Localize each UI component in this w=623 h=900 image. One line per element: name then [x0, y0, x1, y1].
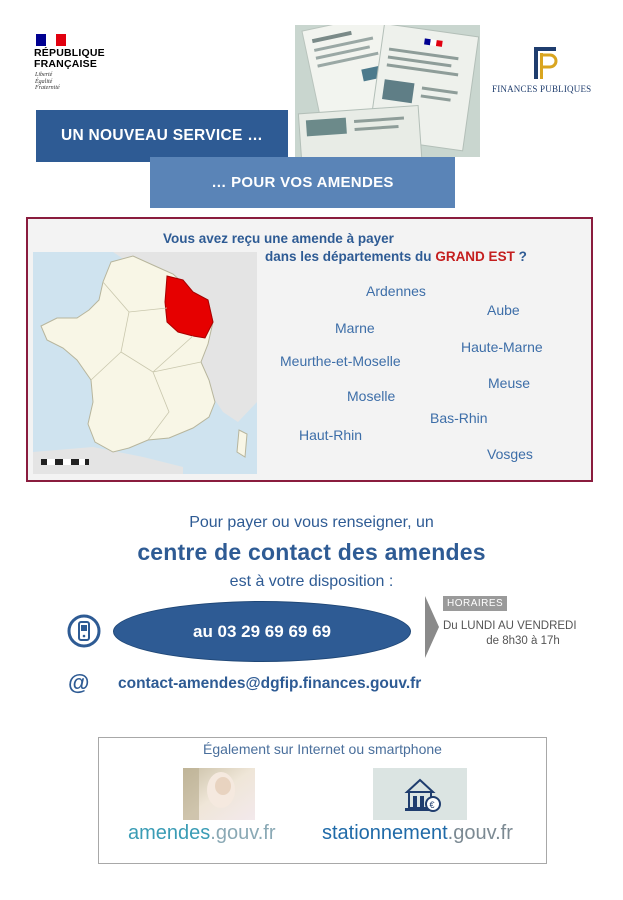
amende-notices-photo	[295, 25, 480, 157]
dept-haut-rhin: Haut-Rhin	[299, 427, 363, 443]
internet-panel-title: Également sur Internet ou smartphone	[203, 741, 442, 757]
dept-aube: Aube	[487, 302, 520, 318]
dept-haute-marne: Haute-Marne	[461, 339, 543, 355]
dept-marne: Marne	[335, 320, 375, 336]
finances-publiques-logo-icon	[530, 45, 560, 81]
contact-center-heading: centre de contact des amendes	[137, 539, 486, 565]
contact-intro-line1: Pour payer ou vous renseigner, un	[189, 514, 434, 531]
region-question-line1: Vous avez reçu une amende à payer	[163, 231, 394, 246]
republique-flag-icon	[36, 34, 66, 46]
republique-francaise-logo	[34, 48, 105, 70]
stationnement-gouv-link[interactable]	[322, 822, 513, 845]
chevron-right-icon	[425, 596, 439, 658]
site1-domain: .gouv.fr	[210, 822, 276, 844]
at-sign-icon: @	[68, 670, 90, 695]
motto-liberte: Liberté	[35, 72, 53, 78]
hours-times: de 8h30 à 17h	[486, 635, 560, 647]
hours-days: Du LUNDI AU VENDREDI	[443, 620, 577, 632]
question-suffix: ?	[514, 249, 527, 264]
hours-tag: HORAIRES	[443, 596, 507, 611]
motto-fraternite: Fraternité	[35, 85, 60, 91]
dept-meuse: Meuse	[488, 375, 531, 391]
phone-number-button[interactable]: au 03 29 69 69 69	[113, 601, 411, 662]
question-prefix: dans les départements du	[265, 249, 436, 264]
site1-name: amendes	[128, 822, 211, 844]
site2-domain: .gouv.fr	[447, 822, 513, 844]
motto-egalite: Égalité	[35, 78, 53, 85]
region-question-line2	[265, 249, 527, 264]
site2-name: stationnement	[322, 822, 448, 844]
mobile-phone-icon	[67, 614, 101, 648]
republique-line1: RÉPUBLIQUE	[34, 47, 105, 59]
svg-text:€: €	[429, 800, 435, 810]
amendes-site-logo-icon	[183, 768, 255, 820]
finances-publiques-label: FINANCES PUBLIQUES	[492, 84, 592, 94]
dept-bas-rhin: Bas-Rhin	[430, 410, 488, 426]
dept-vosges: Vosges	[487, 446, 533, 462]
dept-ardennes: Ardennes	[366, 283, 426, 299]
republique-line2: FRANÇAISE	[34, 58, 98, 70]
amendes-gouv-link[interactable]	[128, 822, 276, 845]
banner-pour-vos-amendes: … POUR VOS AMENDES	[150, 157, 455, 208]
grand-est-highlight: GRAND EST	[435, 249, 515, 264]
republique-motto	[35, 72, 60, 92]
dept-moselle: Moselle	[347, 388, 396, 404]
contact-intro-line3: est à votre disposition :	[229, 573, 394, 590]
dept-meurthe-et-moselle: Meurthe-et-Moselle	[280, 353, 401, 369]
france-map-grand-est	[33, 252, 257, 474]
contact-email-link[interactable]: contact-amendes@dgfip.finances.gouv.fr	[118, 675, 422, 692]
stationnement-building-icon	[373, 768, 467, 820]
banner-nouveau-service: UN NOUVEAU SERVICE …	[36, 110, 288, 162]
